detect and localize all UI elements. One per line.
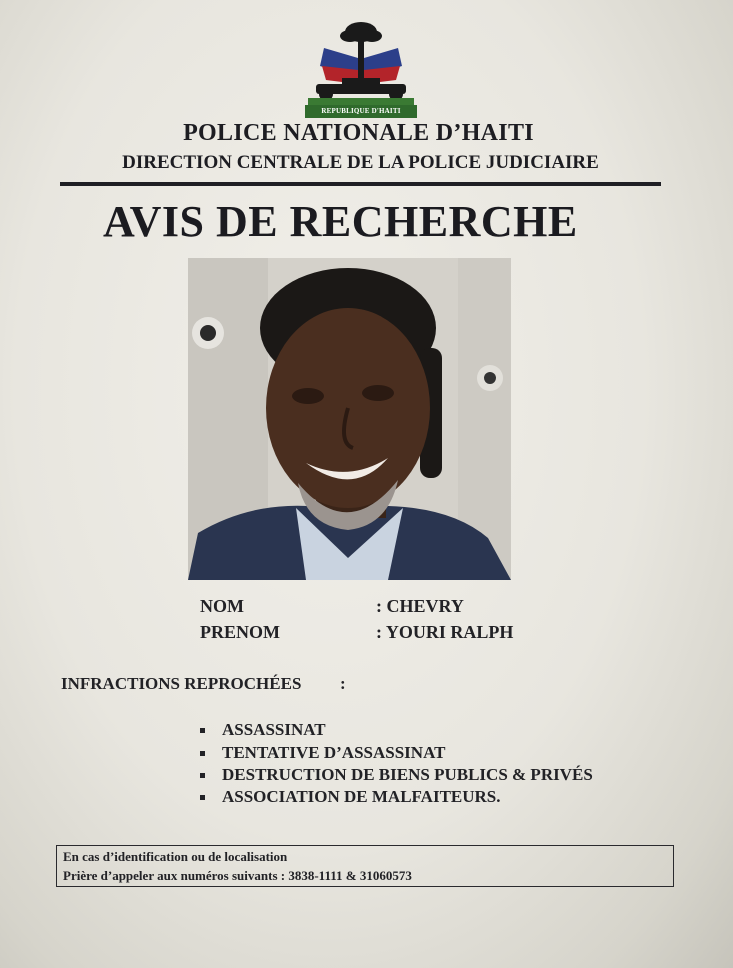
- suspect-photo: [188, 258, 511, 580]
- offense-item: [200, 765, 593, 785]
- prenom-label: PRENOM: [200, 622, 280, 642]
- offense-label: ASSOCIATION DE MALFAITEURS.: [222, 787, 501, 806]
- bullet-icon: [200, 751, 205, 756]
- bullet-icon: [200, 728, 205, 733]
- offense-item: [200, 743, 445, 763]
- org-subtitle: DIRECTION CENTRALE DE LA POLICE JUDICIAIRE: [122, 152, 599, 173]
- offense-label: TENTATIVE D’ASSASSINAT: [222, 743, 446, 762]
- contact-box: [56, 845, 674, 887]
- page-title: AVIS DE RECHERCHE: [103, 197, 578, 246]
- infractions-colon: :: [340, 674, 346, 693]
- portrait-illustration: [188, 258, 511, 580]
- divider: [60, 182, 661, 186]
- offense-label: ASSASSINAT: [222, 720, 326, 739]
- nom-value: : CHEVRY: [376, 596, 464, 616]
- contact-line-1: En cas d’identification ou de localisation: [63, 849, 288, 864]
- offense-item: [200, 787, 501, 807]
- contact-line-2: Prière d’appeler aux numéros suivants : 3838-1111 & 31060573: [63, 868, 412, 883]
- bullet-icon: [200, 773, 205, 778]
- offense-item: [200, 720, 326, 740]
- org-title: POLICE NATIONALE D’HAITI: [183, 120, 534, 146]
- offense-label: DESTRUCTION DE BIENS PUBLICS & PRIVÉS: [222, 765, 593, 784]
- coat-of-arms-icon: [302, 18, 420, 118]
- nom-label: NOM: [200, 596, 244, 616]
- infractions-title: INFRACTIONS REPROCHÉES: [61, 674, 302, 693]
- bullet-icon: [200, 795, 205, 800]
- prenom-value: : YOURI RALPH: [376, 622, 514, 642]
- emblem-banner: REPUBLIQUE D'HAITI: [305, 105, 417, 118]
